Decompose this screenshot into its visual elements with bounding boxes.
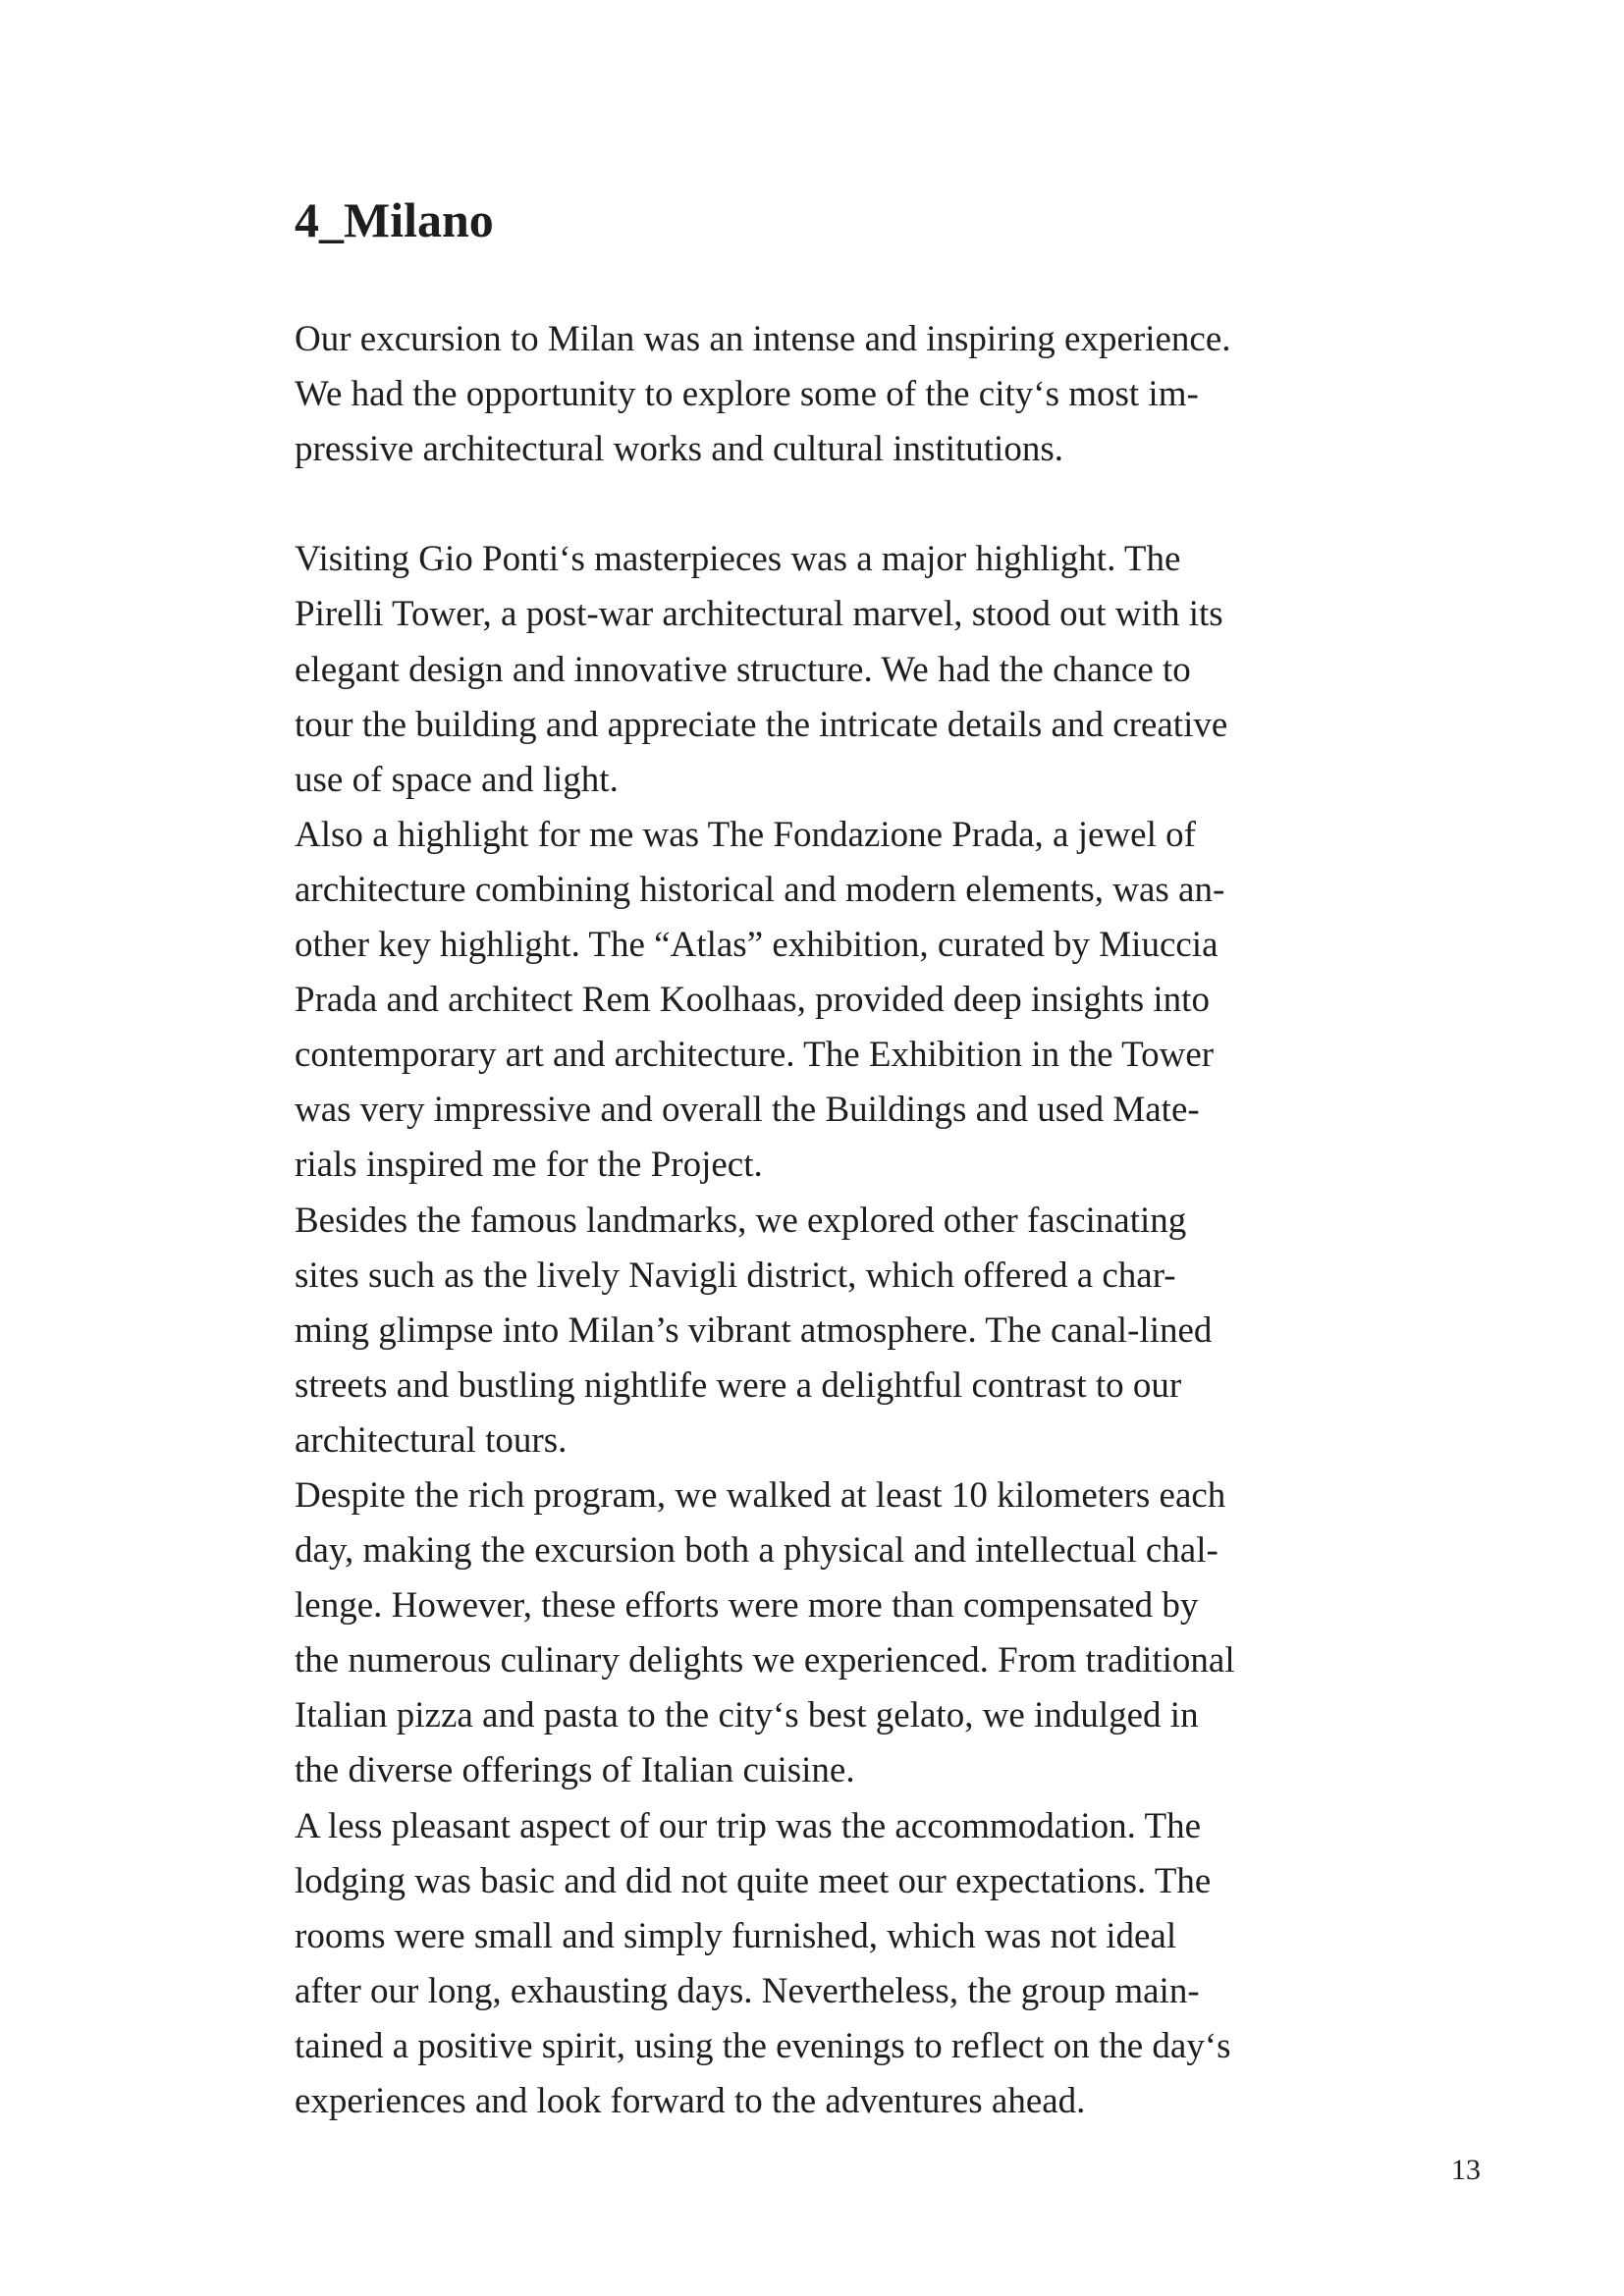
text-line: after our long, exhausting days. Nevertheless, the group main-	[295, 1970, 1200, 2011]
text-line: elegant design and innovative structure. We had the chance to	[295, 649, 1191, 690]
text-line: was very impressive and overall the Buildings and used Mate-	[295, 1090, 1200, 1131]
text-line: Prada and architect Rem Koolhaas, provided deep insights into	[295, 980, 1210, 1021]
text-line: use of space and light.	[295, 759, 619, 800]
text-line: architectural tours.	[295, 1419, 568, 1461]
body-text	[295, 312, 1235, 2129]
paragraph	[295, 312, 1235, 477]
text-line: lodging was basic and did not quite meet our expectations. The	[295, 1860, 1212, 1901]
text-line: day, making the excursion both a physical and intellectual chal-	[295, 1530, 1218, 1572]
text-line: rooms were small and simply furnished, which was not ideal	[295, 1915, 1177, 1956]
text-line: other key highlight. The “Atlas” exhibition, curated by Miuccia	[295, 925, 1218, 966]
text-line: Also a highlight for me was The Fondazione Prada, a jewel of	[295, 814, 1196, 855]
text-line: Despite the rich program, we walked at least 10 kilometers each	[295, 1474, 1226, 1516]
paragraph-gap	[295, 477, 1235, 532]
paragraph	[295, 532, 1235, 2129]
page-number: 13	[1451, 2154, 1481, 2186]
text-line: the numerous culinary delights we experienced. From traditional	[295, 1640, 1235, 1682]
text-line: the diverse offerings of Italian cuisine.	[295, 1750, 855, 1791]
text-line: Our excursion to Milan was an intense and inspiring experience.	[295, 319, 1231, 359]
text-line: contemporary art and architecture. The Exhibition in the Tower	[295, 1035, 1215, 1076]
text-line: pressive architectural works and cultural institutions.	[295, 429, 1063, 470]
text-line: architecture combining historical and modern elements, was an-	[295, 869, 1225, 910]
text-line: sites such as the lively Navigli district, which offered a char-	[295, 1255, 1176, 1296]
text-line: rials inspired me for the Project.	[295, 1145, 763, 1186]
text-line: experiences and look forward to the adventures ahead.	[295, 2081, 1086, 2121]
text-line: Italian pizza and pasta to the city‘s best gelato, we indulged in	[295, 1695, 1199, 1736]
text-line: Visiting Gio Ponti‘s masterpieces was a major highlight. The	[295, 539, 1181, 580]
text-line: We had the opportunity to explore some of the city‘s most im-	[295, 374, 1199, 415]
text-line: A less pleasant aspect of our trip was the accommodation. The	[295, 1805, 1202, 1846]
text-line: streets and bustling nightlife were a delightful contrast to our	[295, 1364, 1182, 1406]
page-heading: 4_Milano	[295, 192, 494, 247]
text-line: ming glimpse into Milan’s vibrant atmosphere. The canal-lined	[295, 1309, 1213, 1351]
text-line: tained a positive spirit, using the evenings to reflect on the day‘s	[295, 2025, 1231, 2066]
text-line: lenge. However, these efforts were more than compensated by	[295, 1585, 1199, 1627]
text-line: tour the building and appreciate the intricate details and creative	[295, 704, 1228, 745]
text-line: Pirelli Tower, a post-war architectural marvel, stood out with its	[295, 594, 1223, 635]
text-line: Besides the famous landmarks, we explored other fascinating	[295, 1200, 1187, 1241]
